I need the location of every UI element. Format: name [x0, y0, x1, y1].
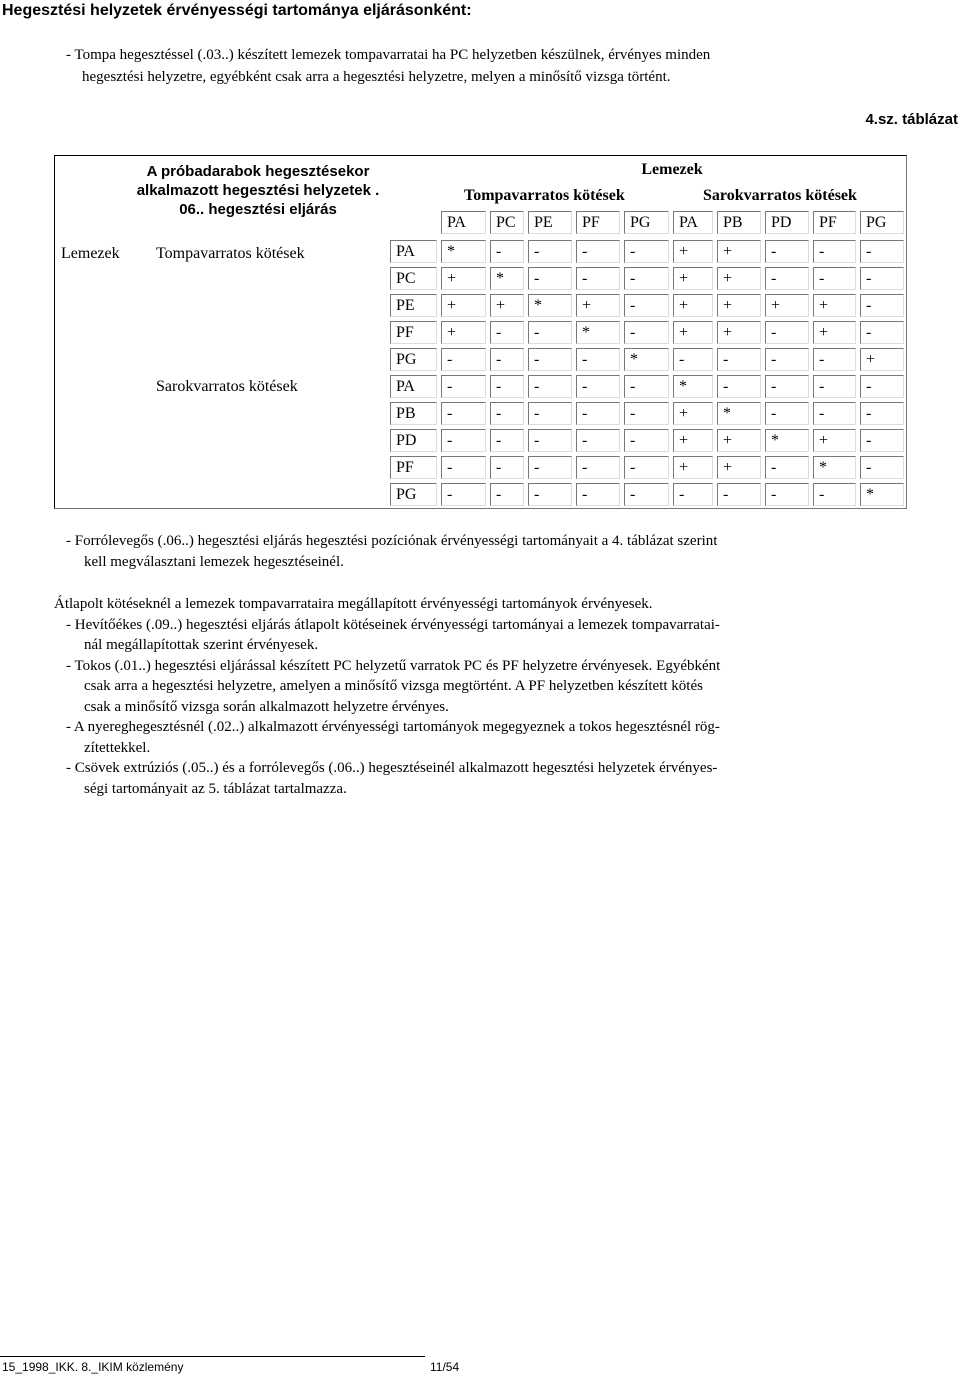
row-label: PF [390, 321, 437, 344]
paragraph-atlapolt: Átlapolt kötéseknél a lemezek tompavarrataira megállapított érvényességi tartományok érvényesek. [54, 596, 653, 612]
table-cell: - [441, 483, 486, 506]
table-cell: - [624, 429, 669, 452]
table-cell: - [441, 456, 486, 479]
table-cell: + [673, 429, 713, 452]
table-cell: + [717, 240, 761, 263]
table-cell: - [576, 429, 620, 452]
corner-line-2: alkalmazott hegesztési helyzetek . [136, 182, 380, 199]
table-cell: - [624, 267, 669, 290]
paragraph-line: kell megválasztani lemezek hegesztéseinél. [84, 553, 344, 570]
row-label: PD [390, 429, 437, 452]
table-cell: - [490, 456, 524, 479]
intro-paragraph [66, 44, 946, 88]
corner-line-3: 06.. hegesztési eljárás [179, 201, 337, 218]
table-cell: - [717, 375, 761, 398]
table-cell: + [813, 429, 856, 452]
table-cell: - [528, 483, 572, 506]
table-cell: - [765, 321, 809, 344]
row-label: PA [390, 240, 437, 263]
table-cell: + [673, 321, 713, 344]
table-cell: * [717, 402, 761, 425]
table-cell: - [441, 348, 486, 371]
table-cell: * [624, 348, 669, 371]
intro-line-1: - Tompa hegesztéssel (.03..) készített lemezek tompavarratai ha PC helyzetben készülnek, érvényes minden [66, 47, 711, 63]
table-cell: - [490, 348, 524, 371]
row-label: PG [390, 348, 437, 371]
table-corner-header [64, 162, 452, 219]
row-group-sarok: Sarokvarratos kötések [156, 378, 298, 395]
table-cell: - [624, 483, 669, 506]
table-cell: - [860, 267, 904, 290]
column-header: PG [860, 211, 904, 234]
table-cell: - [624, 321, 669, 344]
table-cell: - [813, 267, 856, 290]
table-cell: - [765, 375, 809, 398]
table-cell: - [860, 240, 904, 263]
table-cell: + [717, 321, 761, 344]
column-header: PF [576, 211, 620, 234]
table-cell: + [576, 294, 620, 317]
table-cell: - [673, 348, 713, 371]
corner-line-1: A próbadarabok hegesztésekor [146, 163, 370, 180]
table-cell: - [813, 348, 856, 371]
table-cell: - [490, 375, 524, 398]
table-cell: - [860, 294, 904, 317]
footer-page-number: 11/54 [430, 1360, 460, 1374]
table-cell: + [673, 456, 713, 479]
table-cell: + [717, 456, 761, 479]
row-label: PB [390, 402, 437, 425]
table-cell: - [624, 375, 669, 398]
row-label: PA [390, 375, 437, 398]
footer-divider [0, 1356, 425, 1357]
table-cell: - [528, 456, 572, 479]
table-cell: - [765, 483, 809, 506]
column-header: PE [528, 211, 572, 234]
table-cell: - [624, 402, 669, 425]
table-cell: + [441, 294, 486, 317]
table-cell: - [624, 456, 669, 479]
table-cell: - [528, 240, 572, 263]
column-header: PA [441, 211, 486, 234]
paragraph-line: - Tokos (.01..) hegesztési eljárással készített PC helyzetű varratok PC és PF helyzetre érvényesek. Egyébként [66, 657, 721, 674]
table-cell: - [813, 483, 856, 506]
table-cell: + [441, 321, 486, 344]
table-cell: - [813, 375, 856, 398]
table-cell: - [860, 321, 904, 344]
table-cell: - [860, 375, 904, 398]
table-cell: - [860, 429, 904, 452]
table-cell: * [813, 456, 856, 479]
table-cell: + [673, 267, 713, 290]
paragraph-line: - Csövek extrúziós (.05..) és a forrólevegős (.06..) hegesztéseinél alkalmazott hegesztési helyzetek érvényes- [66, 760, 718, 776]
table-cell: - [813, 402, 856, 425]
table-cell: - [576, 348, 620, 371]
table-cell: - [528, 375, 572, 398]
row-group-tompa: Tompavarratos kötések [156, 245, 305, 262]
paragraph-line: csak a minősítő vizsga során alkalmazott helyzetre érvényes. [84, 698, 449, 715]
table-cell: * [441, 240, 486, 263]
table-cell: - [673, 483, 713, 506]
table-top-header: Lemezek [641, 161, 703, 178]
column-header: PB [717, 211, 761, 234]
paragraph-line: - Hevítőékes (.09..) hegesztési eljárás átlapolt kötéseinek érvényességi tartományai a lemezek tompavarratai- [66, 616, 720, 633]
row-label: PC [390, 267, 437, 290]
paragraph-line: zítettekkel. [84, 739, 151, 756]
table-cell: * [673, 375, 713, 398]
table-cell: - [441, 429, 486, 452]
table-cell: - [717, 483, 761, 506]
table-cell: - [765, 456, 809, 479]
paragraph-line: - Forrólevegős (.06..) hegesztési eljárás hegesztési pozíciónak érvényességi tartományait a 4. táblázat szerint [66, 533, 718, 549]
row-label: PG [390, 483, 437, 506]
table-cell: * [490, 267, 524, 290]
group-header-sarok: Sarokvarratos kötések [703, 187, 857, 204]
table-cell: - [490, 429, 524, 452]
row-label: PF [390, 456, 437, 479]
table-cell: - [765, 240, 809, 263]
table-cell: + [765, 294, 809, 317]
table-label: 4.sz. táblázat [865, 111, 958, 128]
table-cell: - [441, 402, 486, 425]
table-cell: - [765, 402, 809, 425]
table-cell: - [576, 375, 620, 398]
column-header: PF [813, 211, 856, 234]
table-cell: - [624, 294, 669, 317]
paragraphs-block [54, 594, 914, 799]
column-header: PD [765, 211, 809, 234]
table-cell: - [490, 483, 524, 506]
group-header-tompa: Tompavarratos kötések [464, 187, 625, 204]
table-cell: - [528, 429, 572, 452]
paragraph-line: csak arra a hegesztési helyzetre, amelyen a minősítő vizsga megtörtént. A PF helyzetben készített kötés [84, 678, 703, 694]
column-header: PA [673, 211, 713, 234]
table-cell: - [765, 348, 809, 371]
table-cell: - [490, 402, 524, 425]
table-cell: - [860, 456, 904, 479]
table-cell: * [765, 429, 809, 452]
column-header: PC [490, 211, 524, 234]
table-cell: - [717, 348, 761, 371]
table-cell: * [576, 321, 620, 344]
table-cell: - [576, 483, 620, 506]
row-label: PE [390, 294, 437, 317]
table-cell: + [813, 294, 856, 317]
table-cell: + [441, 267, 486, 290]
table-cell: + [490, 294, 524, 317]
table-cell: - [576, 456, 620, 479]
table-cell: + [860, 348, 904, 371]
table-cell: - [576, 267, 620, 290]
paragraph-line: ségi tartományait az 5. táblázat tartalmazza. [84, 780, 347, 797]
intro-line-2: hegesztési helyzetre, egyébként csak arra a hegesztési helyzetre, melyen a minősítő vizsga történt. [82, 69, 671, 85]
table-cell: + [717, 267, 761, 290]
table-cell: * [860, 483, 904, 506]
table-cell: - [490, 240, 524, 263]
paragraph-forroleveg [54, 531, 914, 572]
table-cell: - [576, 402, 620, 425]
table-cell: - [528, 267, 572, 290]
page-title: Hegesztési helyzetek érvényességi tartománya eljárásonként: [2, 2, 472, 19]
table-cell: - [441, 375, 486, 398]
table-cell: + [673, 402, 713, 425]
table-cell: - [765, 267, 809, 290]
table-cell: - [528, 402, 572, 425]
table-cell: - [813, 240, 856, 263]
column-header: PG [624, 211, 669, 234]
footer-document-id: 15_1998_IKK. 8._IKIM közlemény [2, 1360, 184, 1374]
paragraph-line: - A nyereghegesztésnél (.02..) alkalmazott érvényességi tartományok megegyeznek a tokos hegesztésnél rög- [66, 719, 720, 735]
table-cell: + [673, 294, 713, 317]
row-header-lemezek: Lemezek [61, 245, 120, 262]
table-cell: - [528, 321, 572, 344]
table-cell: + [673, 240, 713, 263]
table-cell: - [624, 240, 669, 263]
table-cell: - [528, 348, 572, 371]
paragraph-line: nál megállapítottak szerint érvényesek. [84, 637, 319, 653]
table-cell: * [528, 294, 572, 317]
table-cell: + [813, 321, 856, 344]
table-cell: - [576, 240, 620, 263]
table-cell: - [490, 321, 524, 344]
table-cell: + [717, 429, 761, 452]
table-cell: + [717, 294, 761, 317]
table-cell: - [860, 402, 904, 425]
